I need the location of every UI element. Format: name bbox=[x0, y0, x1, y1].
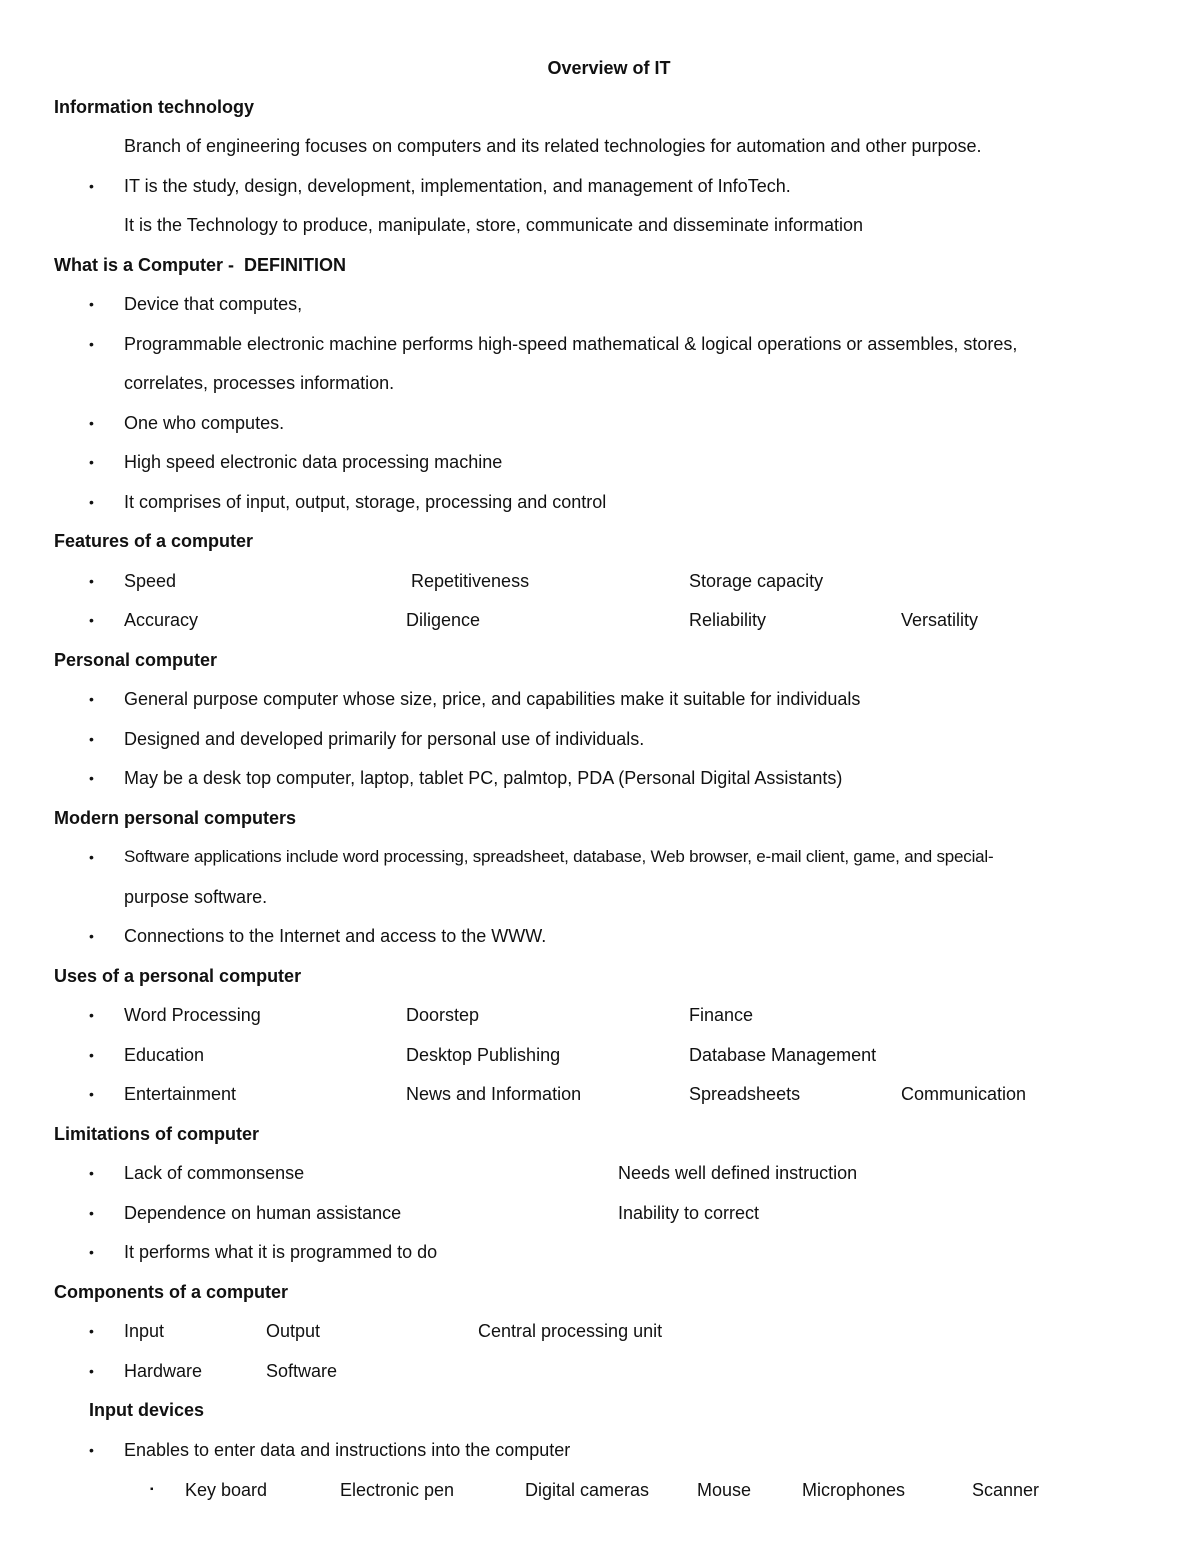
list-item: IT is the study, design, development, implementation, and management of InfoTech. bbox=[124, 176, 791, 196]
bullet-icon: • bbox=[89, 494, 94, 510]
section-heading-components: Components of a computer bbox=[54, 1282, 289, 1302]
bullet-icon: • bbox=[89, 1086, 94, 1102]
use-item: Entertainment bbox=[124, 1084, 237, 1104]
list-item: One who computes. bbox=[124, 413, 285, 433]
bullet-icon: • bbox=[89, 691, 94, 707]
section-heading-computer: What is a Computer - DEFINITION bbox=[54, 255, 347, 275]
use-item: News and Information bbox=[406, 1084, 582, 1104]
limitation-item: Inability to correct bbox=[618, 1203, 760, 1223]
list-item-continuation: correlates, processes information. bbox=[124, 373, 395, 393]
bullet-icon: • bbox=[89, 573, 94, 589]
section-heading-uses: Uses of a personal computer bbox=[54, 966, 302, 986]
component-item: Hardware bbox=[124, 1361, 203, 1381]
limitation-item: Lack of commonsense bbox=[124, 1163, 305, 1183]
limitation-item: Needs well defined instruction bbox=[618, 1163, 858, 1183]
bullet-icon: • bbox=[89, 1442, 94, 1458]
list-item: Connections to the Internet and access to the WWW. bbox=[124, 926, 547, 946]
use-item: Doorstep bbox=[406, 1005, 480, 1025]
list-item: Designed and developed primarily for personal use of individuals. bbox=[124, 729, 645, 749]
bullet-icon: • bbox=[89, 1047, 94, 1063]
device-item: Mouse bbox=[697, 1480, 752, 1500]
feature-item: Storage capacity bbox=[689, 571, 824, 591]
bullet-icon: • bbox=[89, 731, 94, 747]
section-heading-it: Information technology bbox=[54, 97, 254, 117]
bullet-icon: • bbox=[89, 454, 94, 470]
bullet-icon: • bbox=[89, 849, 94, 865]
list-item: High speed electronic data processing machine bbox=[124, 452, 503, 472]
list-item: Device that computes, bbox=[124, 294, 303, 314]
device-item: Key board bbox=[185, 1480, 268, 1500]
feature-item: Accuracy bbox=[124, 610, 199, 630]
device-item: Digital cameras bbox=[525, 1480, 650, 1500]
bullet-icon: • bbox=[89, 612, 94, 628]
bullet-icon: • bbox=[89, 928, 94, 944]
bullet-icon: • bbox=[89, 415, 94, 431]
device-item: Electronic pen bbox=[340, 1480, 455, 1500]
use-item: Spreadsheets bbox=[689, 1084, 801, 1104]
component-item: Input bbox=[124, 1321, 165, 1341]
section-heading-limitations: Limitations of computer bbox=[54, 1124, 260, 1144]
use-item: Database Management bbox=[689, 1045, 877, 1065]
section-heading-pc: Personal computer bbox=[54, 650, 218, 670]
list-item: Enables to enter data and instructions into the computer bbox=[124, 1440, 571, 1460]
section-heading-features: Features of a computer bbox=[54, 531, 254, 551]
list-item: Programmable electronic machine performs high-speed mathematical & logical operations or assembles, stores, bbox=[124, 334, 1018, 354]
feature-item: Reliability bbox=[689, 610, 767, 630]
bullet-icon: • bbox=[89, 296, 94, 312]
list-item: It comprises of input, output, storage, processing and control bbox=[124, 492, 607, 512]
feature-item: Versatility bbox=[901, 610, 979, 630]
bullet-icon: • bbox=[89, 1165, 94, 1181]
bullet-icon: • bbox=[89, 1244, 94, 1260]
use-item: Desktop Publishing bbox=[406, 1045, 561, 1065]
feature-item: Speed bbox=[124, 571, 177, 591]
square-bullet-icon: ▪ bbox=[150, 1484, 154, 1495]
bullet-icon: • bbox=[89, 336, 94, 352]
page-title: Overview of IT bbox=[547, 58, 671, 78]
section-heading-input: Input devices bbox=[89, 1400, 205, 1420]
component-item: Output bbox=[266, 1321, 321, 1341]
component-item: Software bbox=[266, 1361, 338, 1381]
device-item: Scanner bbox=[972, 1480, 1040, 1500]
component-item: Central processing unit bbox=[478, 1321, 663, 1341]
list-item: May be a desk top computer, laptop, tablet PC, palmtop, PDA (Personal Digital Assistants) bbox=[124, 768, 843, 788]
device-item: Microphones bbox=[802, 1480, 906, 1500]
use-item: Finance bbox=[689, 1005, 754, 1025]
list-item: Software applications include word processing, spreadsheet, database, Web browser, e-mail client, game, and special- bbox=[124, 847, 994, 866]
text-line: Branch of engineering focuses on computers and its related technologies for automation and other purpose. bbox=[124, 136, 982, 156]
feature-item: Repetitiveness bbox=[411, 571, 530, 591]
list-item: General purpose computer whose size, price, and capabilities make it suitable for individuals bbox=[124, 689, 861, 709]
use-item: Communication bbox=[901, 1084, 1027, 1104]
bullet-icon: • bbox=[89, 1363, 94, 1379]
bullet-icon: • bbox=[89, 1205, 94, 1221]
bullet-icon: • bbox=[89, 1323, 94, 1339]
limitation-item: It performs what it is programmed to do bbox=[124, 1242, 438, 1262]
feature-item: Diligence bbox=[406, 610, 481, 630]
limitation-item: Dependence on human assistance bbox=[124, 1203, 402, 1223]
section-heading-modern: Modern personal computers bbox=[54, 808, 297, 828]
bullet-icon: • bbox=[89, 1007, 94, 1023]
list-item-continuation: purpose software. bbox=[124, 887, 268, 907]
use-item: Word Processing bbox=[124, 1005, 261, 1025]
use-item: Education bbox=[124, 1045, 205, 1065]
text-line: It is the Technology to produce, manipulate, store, communicate and disseminate information bbox=[124, 215, 864, 235]
bullet-icon: • bbox=[89, 178, 94, 194]
bullet-icon: • bbox=[89, 770, 94, 786]
